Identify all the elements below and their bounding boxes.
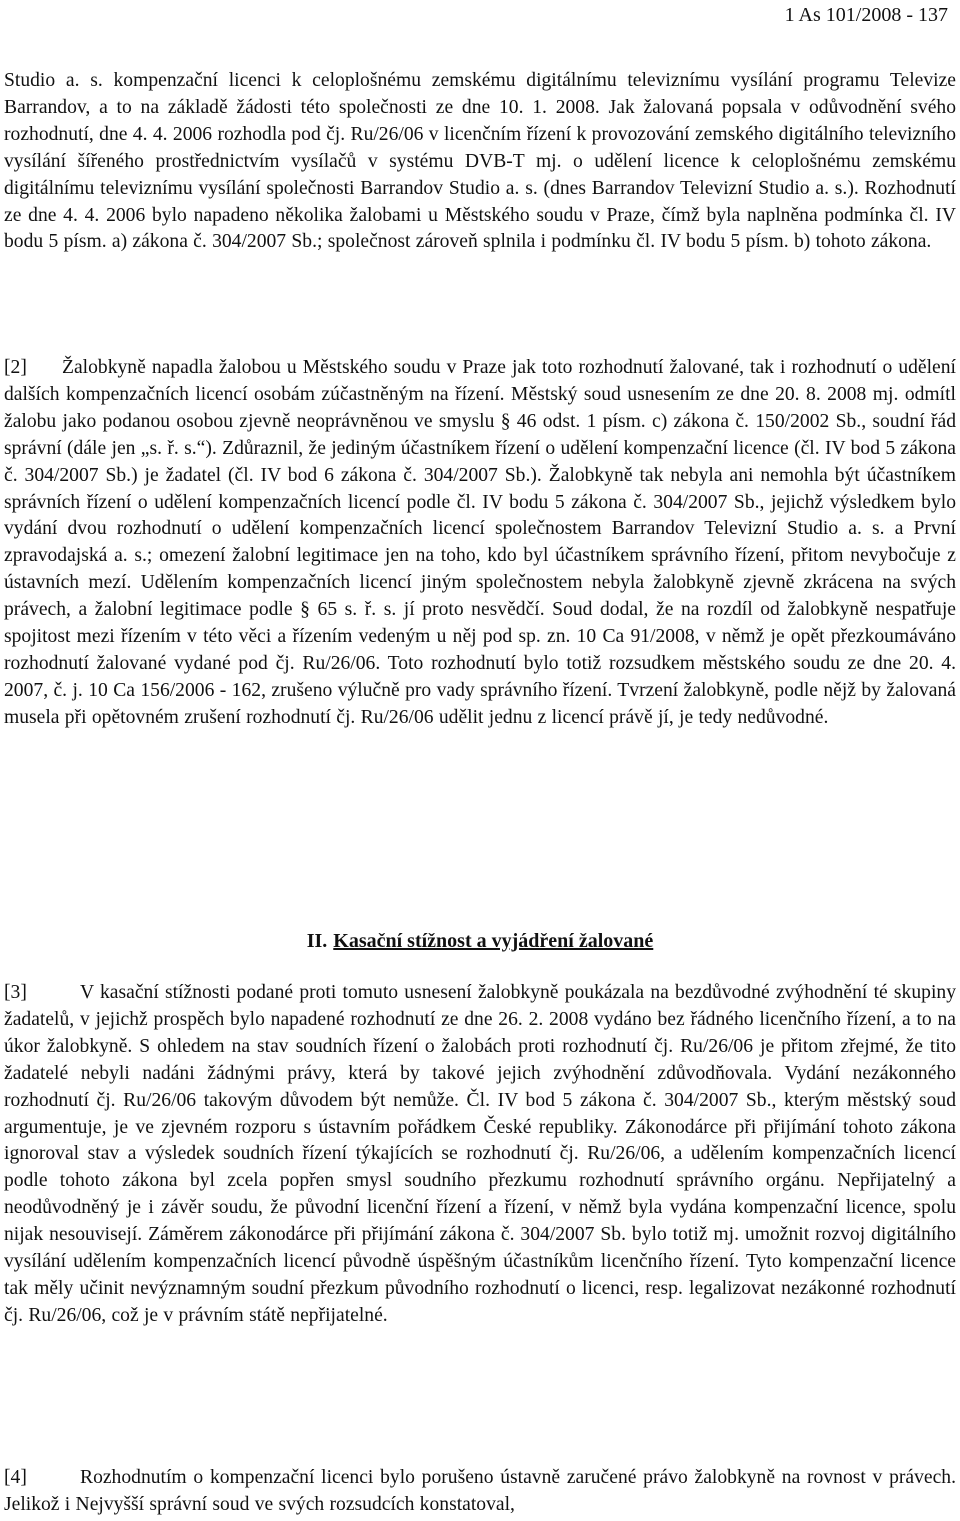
case-reference: 1 As 101/2008 - 137 [784, 4, 948, 26]
paragraph-3 [4, 980, 956, 1330]
paragraph-intro [4, 68, 956, 256]
paragraph-number: [2] [4, 357, 27, 378]
paragraph-3-text: V kasační stížnosti podané proti tomuto usnesení žalobkyně poukázala na bezdůvodné zvýhodnění té skupiny žadatelů, v jejichž prospěch bylo napadené rozhodnutí ze dne 26. 2. 2008 vydáno bez řádného licenčního řízení, a to na úkor žalobkyně. S ohledem na stav soudních řízení o žalobách proti rozhodnutí čj. Ru/26/06 je přitom zřejmé, že tito žadatelé nebyli nadáni žádnými právy, která by takové jejich zvýhodnění zdůvodňovala. Vydání nezákonného rozhodnutí čj. Ru/26/06 takovým důvodem být nemůže. Čl. IV bod 5 zákona č. 304/2007 Sb., kterým městský soud argumentuje, je ve zjevném rozporu s ústavním pořádkem České republiky. Zákonodárce při přijímání tohoto zákona ignoroval stav a výsledek soudních řízení týkajících se rozhodnutí čj. Ru/26/06, a udělením kompenzačních licencí podle tohoto zákona byl zcela popřen smysl soudního přezkumu rozhodnutí správního orgánu. Nepřijatelný a neodůvodněný je i závěr soudu, že původní licenční řízení a řízení, v němž byla vydána kompenzační licence, spolu nijak nesouvisejí. Záměrem zákonodárce při přijímání zákona č. 304/2007 Sb. bylo totiž mj. umožnit rozvoj digitálního vysílání udělením kompenzačních licencí původně úspěšným účastníkům licenčního řízení. Tyto kompenzační licence tak měly učinit nevýznamným soudní přezkum původního rozhodnutí o licenci, resp. legalizovat nezákonné rozhodnutí čj. Ru/26/06, což je v právním státě nepřijatelné. [4, 982, 956, 1326]
paragraph-2 [4, 355, 956, 732]
section-heading [4, 927, 956, 955]
section-title: Kasační stížnost a vyjádření žalované [333, 930, 654, 952]
paragraph-2-text: Žalobkyně napadla žalobou u Městského soudu v Praze jak toto rozhodnutí žalované, tak i rozhodnutí o udělení dalších kompenzačních licencí osobám zúčastněným na řízení. Městský soud usnesením ze dne 20. 8. 2008 mj. odmítl žalobu jako podanou osobou zjevně neoprávněnou ve smyslu § 46 odst. 1 písm. c) zákona č. 150/2002 Sb., soudní řád správní (dále jen „s. ř. s.“). Zdůraznil, že jediným účastníkem řízení o udělení kompenzační licence (čl. IV bod 5 zákona č. 304/2007 Sb.) je žadatel (čl. IV bod 6 zákona č. 304/2007 Sb.). Žalobkyně tak nebyla ani nemohla být účastníkem správních řízení o udělení kompenzačních licencí podle čl. IV bodu 5 zákona č. 304/2007 Sb., jejichž výsledkem bylo vydání dvou rozhodnutí o udělení kompenzačních licencí společnostem Barrandov Televizní Studio a. s. a První zpravodajská a. s.; omezení žalobní legitimace jen na toho, kdo byl účastníkem správního řízení, přitom nevybočuje z ústavních mezí. Udělením kompenzačních licencí jiným společnostem nebyla žalobkyně zjevně zkrácena na svých právech, a žalobní legitimace podle § 65 s. ř. s. jí proto nesvědčí. Soud dodal, že na rozdíl od žalobkyně nespatřuje spojitost mezi řízením v této věci a řízením vedeným u něj pod sp. zn. 10 Ca 91/2008, v němž je opět přezkoumáváno rozhodnutí žalované vydané pod čj. Ru/26/06. Toto rozhodnutí bylo totiž rozsudkem městského soudu ze dne 20. 4. 2007, č. j. 10 Ca 156/2006 - 162, zrušeno výlučně pro vady správního řízení. Tvrzení žalobkyně, podle nějž by žalovaná musela při opětovném zrušení rozhodnutí čj. Ru/26/06 udělit jednu z licencí právě jí, je tedy nedůvodné. [4, 357, 956, 728]
paragraph-intro-text: Studio a. s. kompenzační licenci k celoplošnému zemskému digitálnímu televiznímu vysílání programu Televize Barrandov, a to na základě žádosti této společnosti ze dne 10. 1. 2008. Jak žalovaná popsala v odůvodnění svého rozhodnutí, dne 4. 4. 2006 rozhodla pod čj. Ru/26/06 v licenčním řízení k provozování zemského digitálního televizního vysílání šířeného prostřednictvím vysílačů v systému DVB-T mj. o udělení licence k celoplošnému zemskému digitálnímu televiznímu vysílání společnosti Barrandov Studio a. s. (dnes Barrandov Televizní Studio a. s.). Rozhodnutí ze dne 4. 4. 2006 bylo napadeno několika žalobami u Městského soudu v Praze, čímž byla naplněna podmínka čl. IV bodu 5 písm. a) zákona č. 304/2007 Sb.; společnost zároveň splnila i podmínku čl. IV bodu 5 písm. b) tohoto zákona. [4, 70, 956, 253]
paragraph-number: [3] [4, 982, 27, 1003]
paragraph-4 [4, 1465, 956, 1519]
paragraph-4-text: Rozhodnutím o kompenzační licenci bylo porušeno ústavně zaručené právo žalobkyně na rovnost v právech. Jelikož i Nejvyšší správní soud ve svých rozsudcích konstatoval, [4, 1467, 956, 1515]
section-number: II. [306, 930, 328, 952]
paragraph-number: [4] [4, 1467, 27, 1488]
